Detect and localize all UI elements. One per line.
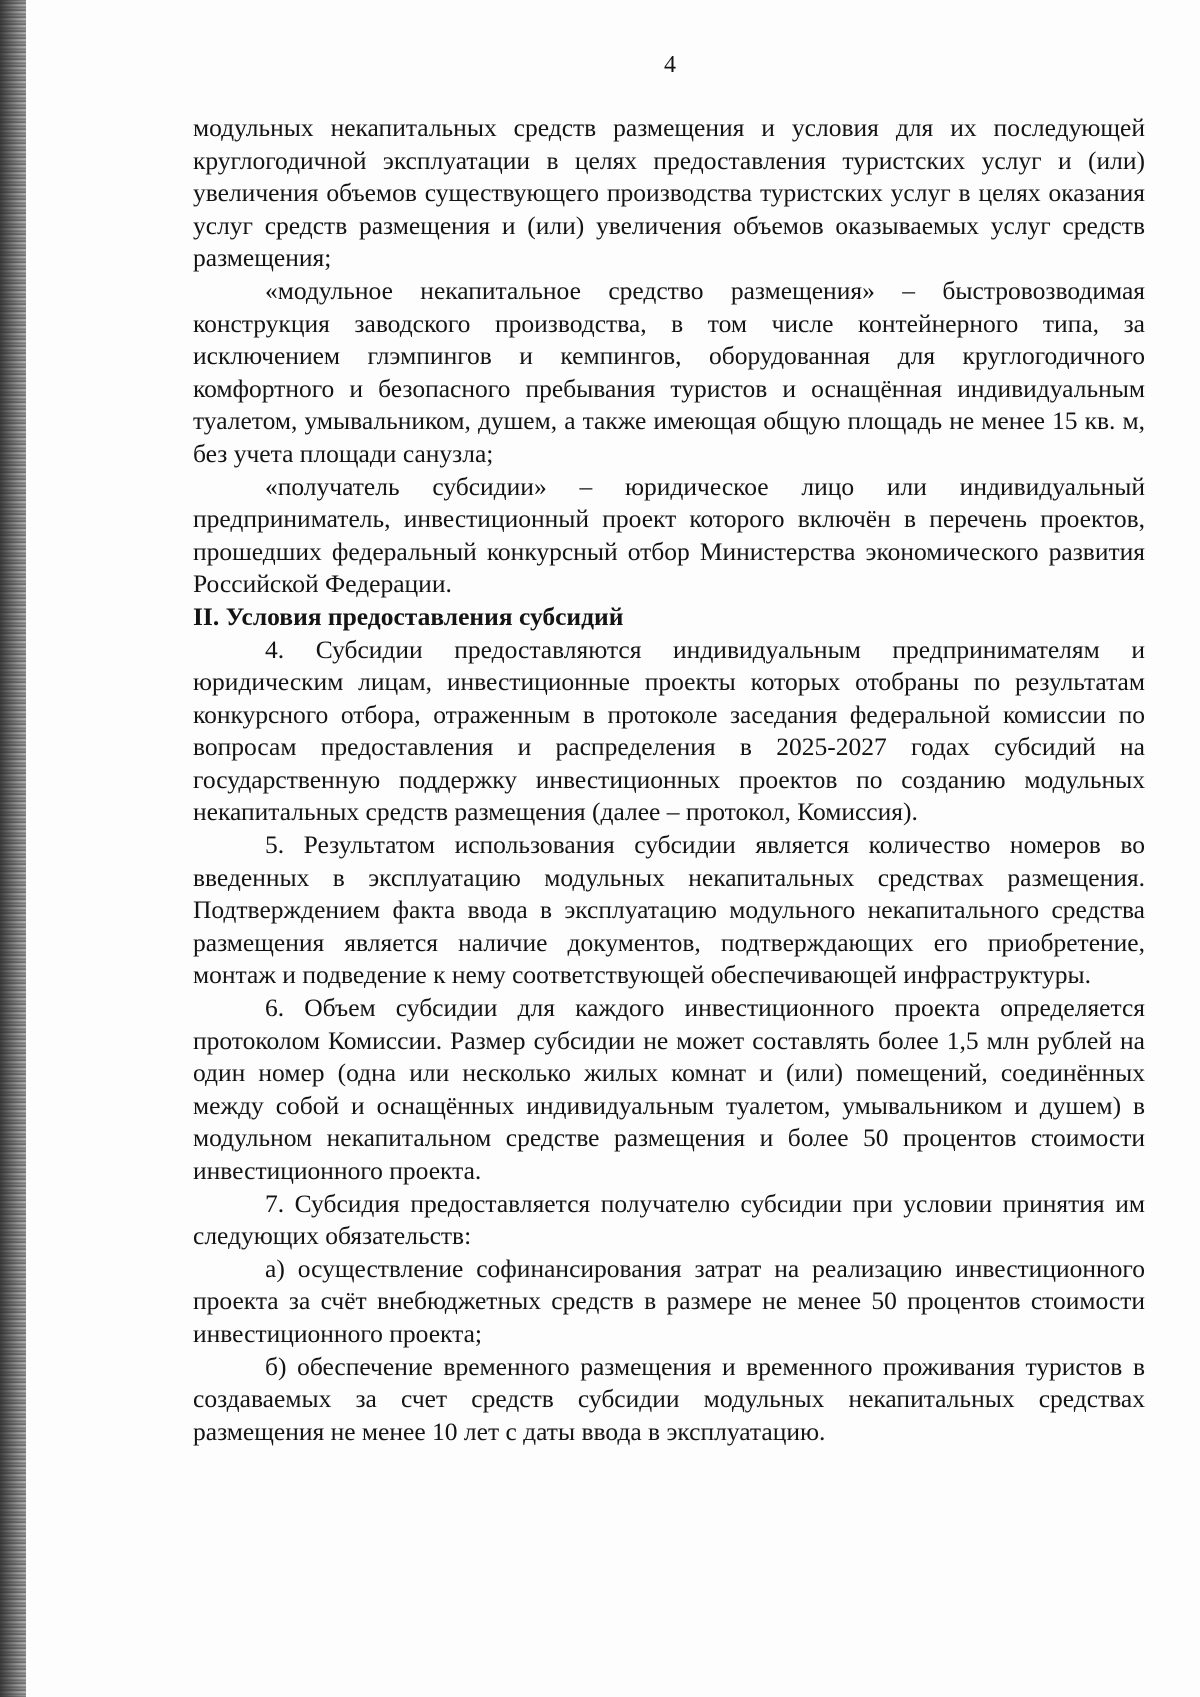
section-heading: II. Условия предоставления субсидий — [193, 601, 624, 631]
paragraph-item-7b: б) обеспечение временного размещения и временного проживания туристов в создаваемых за счет средств субсидии модульных некапитальных средствах размещения не менее 10 лет с даты ввода в эксплуатацию. — [193, 1351, 1145, 1446]
paragraph-item-4: 4. Субсидии предоставляются индивидуальным предпринимателям и юридическим лицам, инвестиционные проекты которых отобраны по результатам конкурсного отбора, отраженным в протоколе заседания федеральной комиссии по вопросам предоставления и распределения в 2025-2027 годах субсидий на государственную поддержку инвестиционных проектов по созданию модульных некапитальных средств размещения (далее – протокол, Комиссия). — [193, 634, 1145, 827]
paragraph-item-7a: а) осуществление софинансирования затрат на реализацию инвестиционного проекта за счёт внебюджетных средств в размере не менее 50 процентов стоимости инвестиционного проекта; — [193, 1253, 1145, 1348]
scan-edge-shadow — [0, 0, 26, 1697]
paragraph-item-7: 7. Субсидия предоставляется получателю субсидии при условии принятия им следующих обязательств: — [193, 1188, 1145, 1251]
page-number: 4 — [664, 52, 676, 78]
paragraph-continuation: модульных некапитальных средств размещения и условия для их последующей круглогодичной эксплуатации в целях предоставления туристских услуг и (или) увеличения объемов существующего производства туристских услуг в целях оказания услуг средств размещения и (или) увеличения объемов оказываемых услуг средств размещения; — [193, 113, 1145, 273]
document-body — [193, 112, 1145, 1448]
paragraph-item-6: 6. Объем субсидии для каждого инвестиционного проекта определяется протоколом Комиссии. Размер субсидии не может составлять более 1,5 млн рублей на один номер (одна или несколько жилых комнат и (или) помещений, соединённых между собой и оснащённых индивидуальным туалетом, умывальником и душем) в модульном некапитальном средстве размещения и более 50 процентов стоимости инвестиционного проекта. — [193, 993, 1145, 1185]
paragraph-definition-recipient: «получатель субсидии» – юридическое лицо или индивидуальный предприниматель, инвестиционный проект которого включён в перечень проектов, прошедших федеральный конкурсный отбор Министерства экономического развития Российской Федерации. — [193, 471, 1145, 599]
paragraph-item-5: 5. Результатом использования субсидии является количество номеров во введенных в эксплуатацию модульных некапитальных средствах размещения. Подтверждением факта ввода в эксплуатацию модульного некапитального средства размещения является наличие документов, подтверждающих его приобретение, монтаж и подведение к нему соответствующей обеспечивающей инфраструктуры. — [193, 830, 1145, 990]
paragraph-definition-modular: «модульное некапитальное средство размещения» – быстровозводимая конструкция заводского производства, в том числе контейнерного типа, за исключением глэмпингов и кемпингов, оборудованная для круглогодичного комфортного и безопасного пребывания туристов и оснащённая индивидуальным туалетом, умывальником, душем, а также имеющая общую площадь не менее 15 кв. м, без учета площади санузла; — [193, 275, 1145, 468]
